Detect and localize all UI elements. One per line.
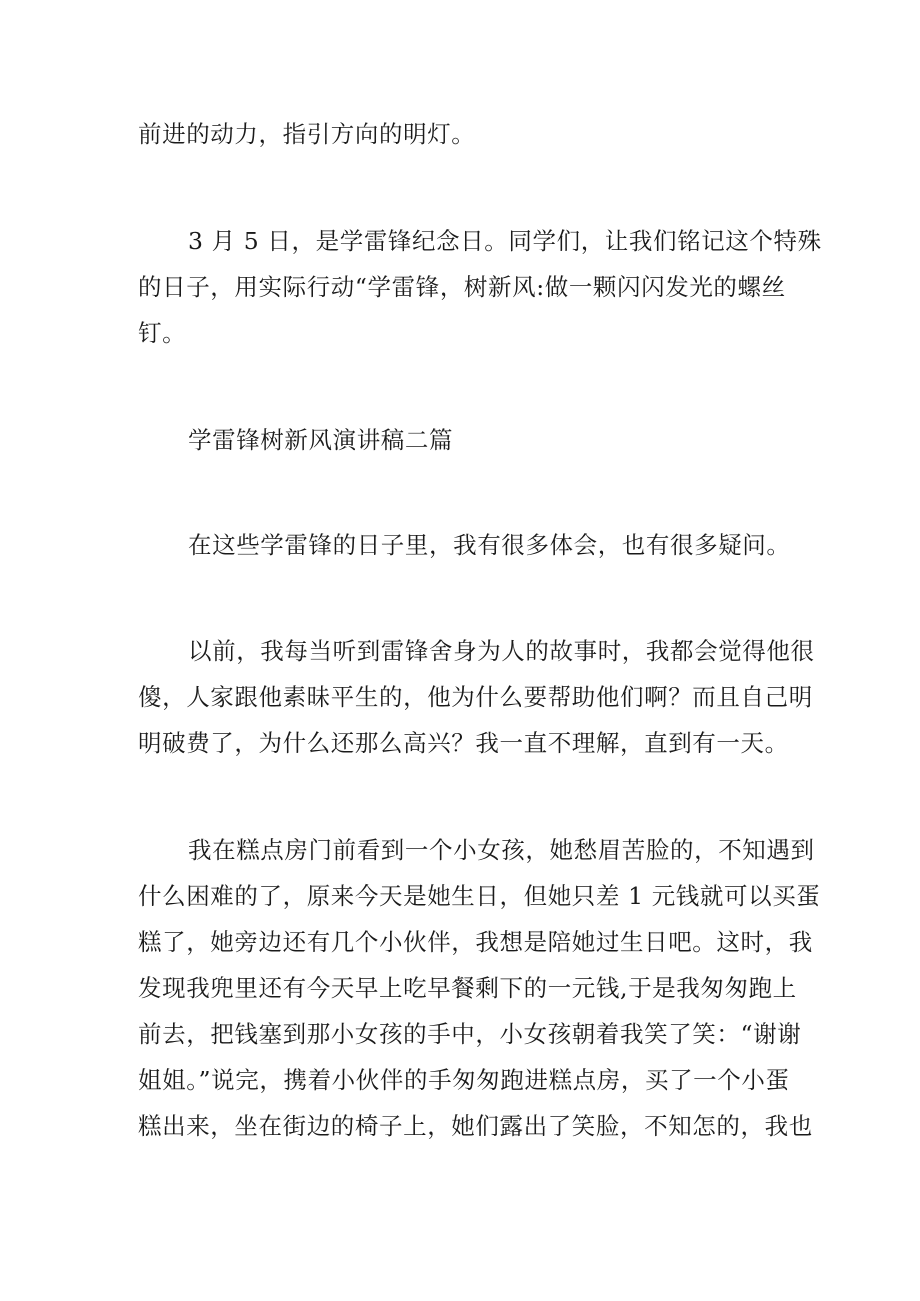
paragraph-5-line-7: 糕出来，坐在街边的椅子上，她们露出了笑脸，不知怎的，我也	[138, 1112, 813, 1140]
paragraph-2-line-3: 钉。	[138, 319, 187, 347]
paragraph-5-line-6: 姐姐。”说完，携着小伙伴的手匆匆跑进糕点房，买了一个小蛋	[138, 1066, 790, 1094]
paragraph-5-line-1: 我在糕点房门前看到一个小女孩，她愁眉苦脸的，不知遇到	[188, 836, 815, 864]
paragraph-5-line-5: 前去，把钱塞到那小女孩的手中，小女孩朝着我笑了笑：“谢谢	[138, 1020, 802, 1048]
paragraph-5-line-4: 发现我兜里还有今天早上吃早餐剩下的一元钱,于是我匆匆跑上	[138, 974, 797, 1002]
paragraph-2-line-2: 的日子，用实际行动“学雷锋，树新风:做一颗闪闪发光的螺丝	[138, 273, 786, 301]
paragraph-4-line-3: 明破费了，为什么还那么高兴？我一直不理解，直到有一天。	[138, 729, 789, 757]
paragraph-1-line-1: 前进的动力，指引方向的明灯。	[138, 120, 476, 148]
paragraph-5-line-2: 什么困难的了，原来今天是她生日，但她只差 1 元钱就可以买蛋	[138, 882, 821, 910]
section-heading: 学雷锋树新风演讲稿二篇	[188, 426, 454, 454]
paragraph-5-line-3: 糕了，她旁边还有几个小伙伴，我想是陪她过生日吧。这时，我	[138, 928, 813, 956]
paragraph-3-line-1: 在这些学雷锋的日子里，我有很多体会，也有很多疑问。	[188, 531, 791, 559]
paragraph-4-line-1: 以前，我每当听到雷锋舍身为人的故事时，我都会觉得他很	[188, 637, 815, 665]
paragraph-2-line-1: 3 月 5 日，是学雷锋纪念日。同学们，让我们铭记这个特殊	[188, 227, 822, 255]
paragraph-4-line-2: 傻，人家跟他素昧平生的，他为什么要帮助他们啊？而且自己明	[138, 683, 813, 711]
